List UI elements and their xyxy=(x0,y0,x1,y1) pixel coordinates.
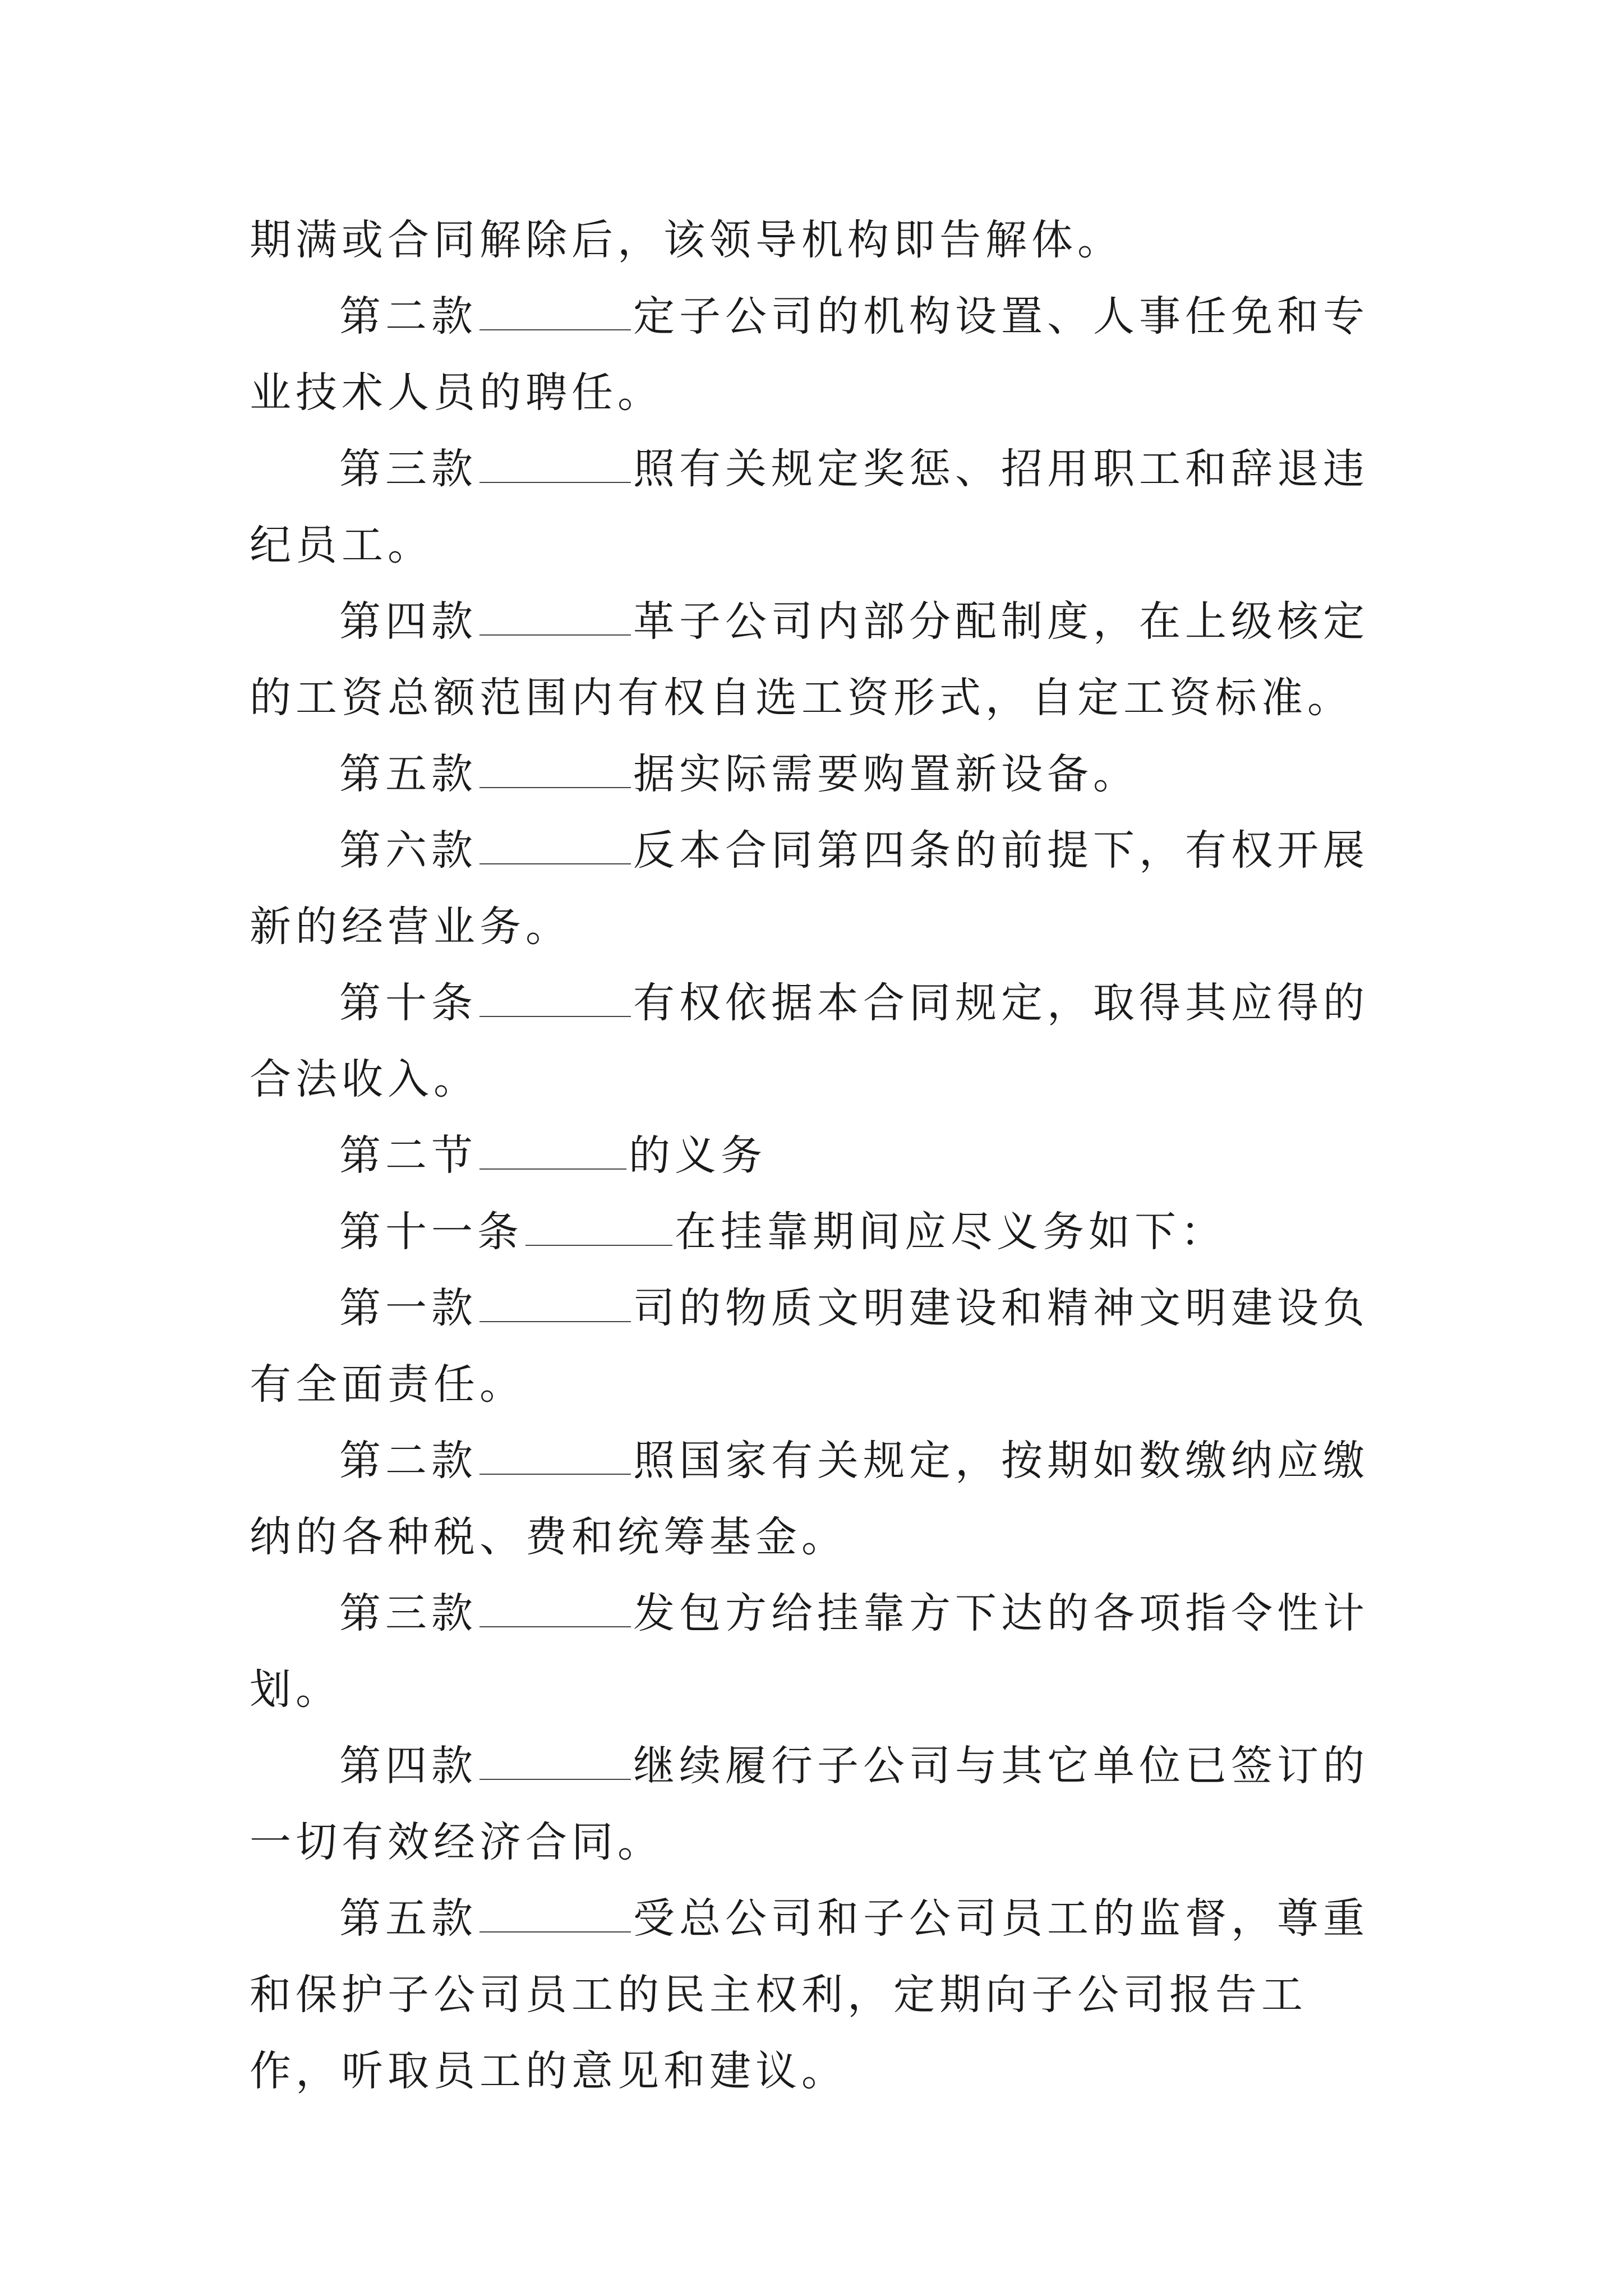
paragraph-13 xyxy=(250,1880,1382,2109)
paragraph-text: 反本合同第四条的前提下，有权开展新的经营业务。 xyxy=(250,826,1369,951)
fill-in-blank xyxy=(479,1930,631,1932)
paragraph-text: 有权依据本合同规定，取得其应得的合法收入。 xyxy=(250,979,1369,1103)
paragraph-7 xyxy=(250,1117,1382,1194)
paragraph-text: 照国家有关规定，按期如数缴纳应缴纳的各种税、费和统筹基金。 xyxy=(250,1437,1369,1561)
clause-number: 第四款 xyxy=(339,1742,477,1790)
paragraph-text: 照有关规定奖惩、招用职工和辞退违纪员工。 xyxy=(250,445,1369,569)
clause-number: 第三款 xyxy=(339,445,477,493)
paragraph-1 xyxy=(250,278,1382,431)
fill-in-blank xyxy=(479,1320,631,1322)
fill-in-blank xyxy=(479,786,631,788)
paragraph-text: 继续履行子公司与其它单位已签订的一切有效经济合同。 xyxy=(250,1742,1369,1866)
paragraph-text: 受总公司和子公司员工的监督，尊重和保护子公司员工的民主权利，定期向子公司报告工作，听取员工的意见和建议。 xyxy=(250,1894,1369,2095)
clause-number: 第四款 xyxy=(339,597,477,646)
paragraph-text: 期满或合同解除后，该领导机构即告解体。 xyxy=(250,216,1123,264)
fill-in-blank xyxy=(479,1473,631,1475)
clause-number: 第二款 xyxy=(339,1437,477,1485)
fill-in-blank xyxy=(525,1244,672,1246)
fill-in-blank xyxy=(479,328,631,330)
clause-number: 第五款 xyxy=(339,750,477,798)
clause-number: 第一款 xyxy=(339,1284,477,1332)
section-number: 第二节 xyxy=(339,1131,477,1180)
fill-in-blank xyxy=(479,1778,631,1780)
clause-number: 第三款 xyxy=(339,1589,477,1637)
paragraph-text: 革子公司内部分配制度，在上级核定的工资总额范围内有权自选工资形式，自定工资标准。 xyxy=(250,597,1369,722)
paragraph-5 xyxy=(250,812,1382,965)
fill-in-blank xyxy=(479,1625,631,1627)
fill-in-blank xyxy=(479,633,631,636)
clause-number: 第二款 xyxy=(339,292,477,341)
clause-number: 第十条 xyxy=(339,979,477,1027)
paragraph-text: 的义务 xyxy=(629,1131,767,1180)
paragraph-0 xyxy=(250,202,1382,278)
article-number: 第十一条 xyxy=(339,1208,523,1256)
fill-in-blank xyxy=(479,1015,631,1017)
paragraph-4 xyxy=(250,736,1382,812)
fill-in-blank xyxy=(479,862,631,864)
paragraph-11 xyxy=(250,1575,1382,1728)
paragraph-3 xyxy=(250,583,1382,736)
paragraph-6 xyxy=(250,965,1382,1117)
paragraph-10 xyxy=(250,1423,1382,1575)
paragraph-text: 司的物质文明建设和精神文明建设负有全面责任。 xyxy=(250,1284,1369,1409)
paragraph-text: 在挂靠期间应尽义务如下： xyxy=(675,1208,1227,1256)
paragraph-text: 据实际需要购置新设备。 xyxy=(633,750,1139,798)
paragraph-12 xyxy=(250,1728,1382,1880)
fill-in-blank xyxy=(479,1167,626,1170)
clause-number: 第五款 xyxy=(339,1894,477,1943)
paragraph-text: 定子公司的机构设置、人事任免和专业技术人员的聘任。 xyxy=(250,292,1369,417)
paragraph-text: 发包方给挂靠方下达的各项指令性计划。 xyxy=(250,1589,1369,1714)
paragraph-2 xyxy=(250,431,1382,583)
paragraph-9 xyxy=(250,1270,1382,1423)
paragraph-8 xyxy=(250,1194,1382,1270)
fill-in-blank xyxy=(479,481,631,483)
document-body xyxy=(250,202,1382,2109)
clause-number: 第六款 xyxy=(339,826,477,875)
